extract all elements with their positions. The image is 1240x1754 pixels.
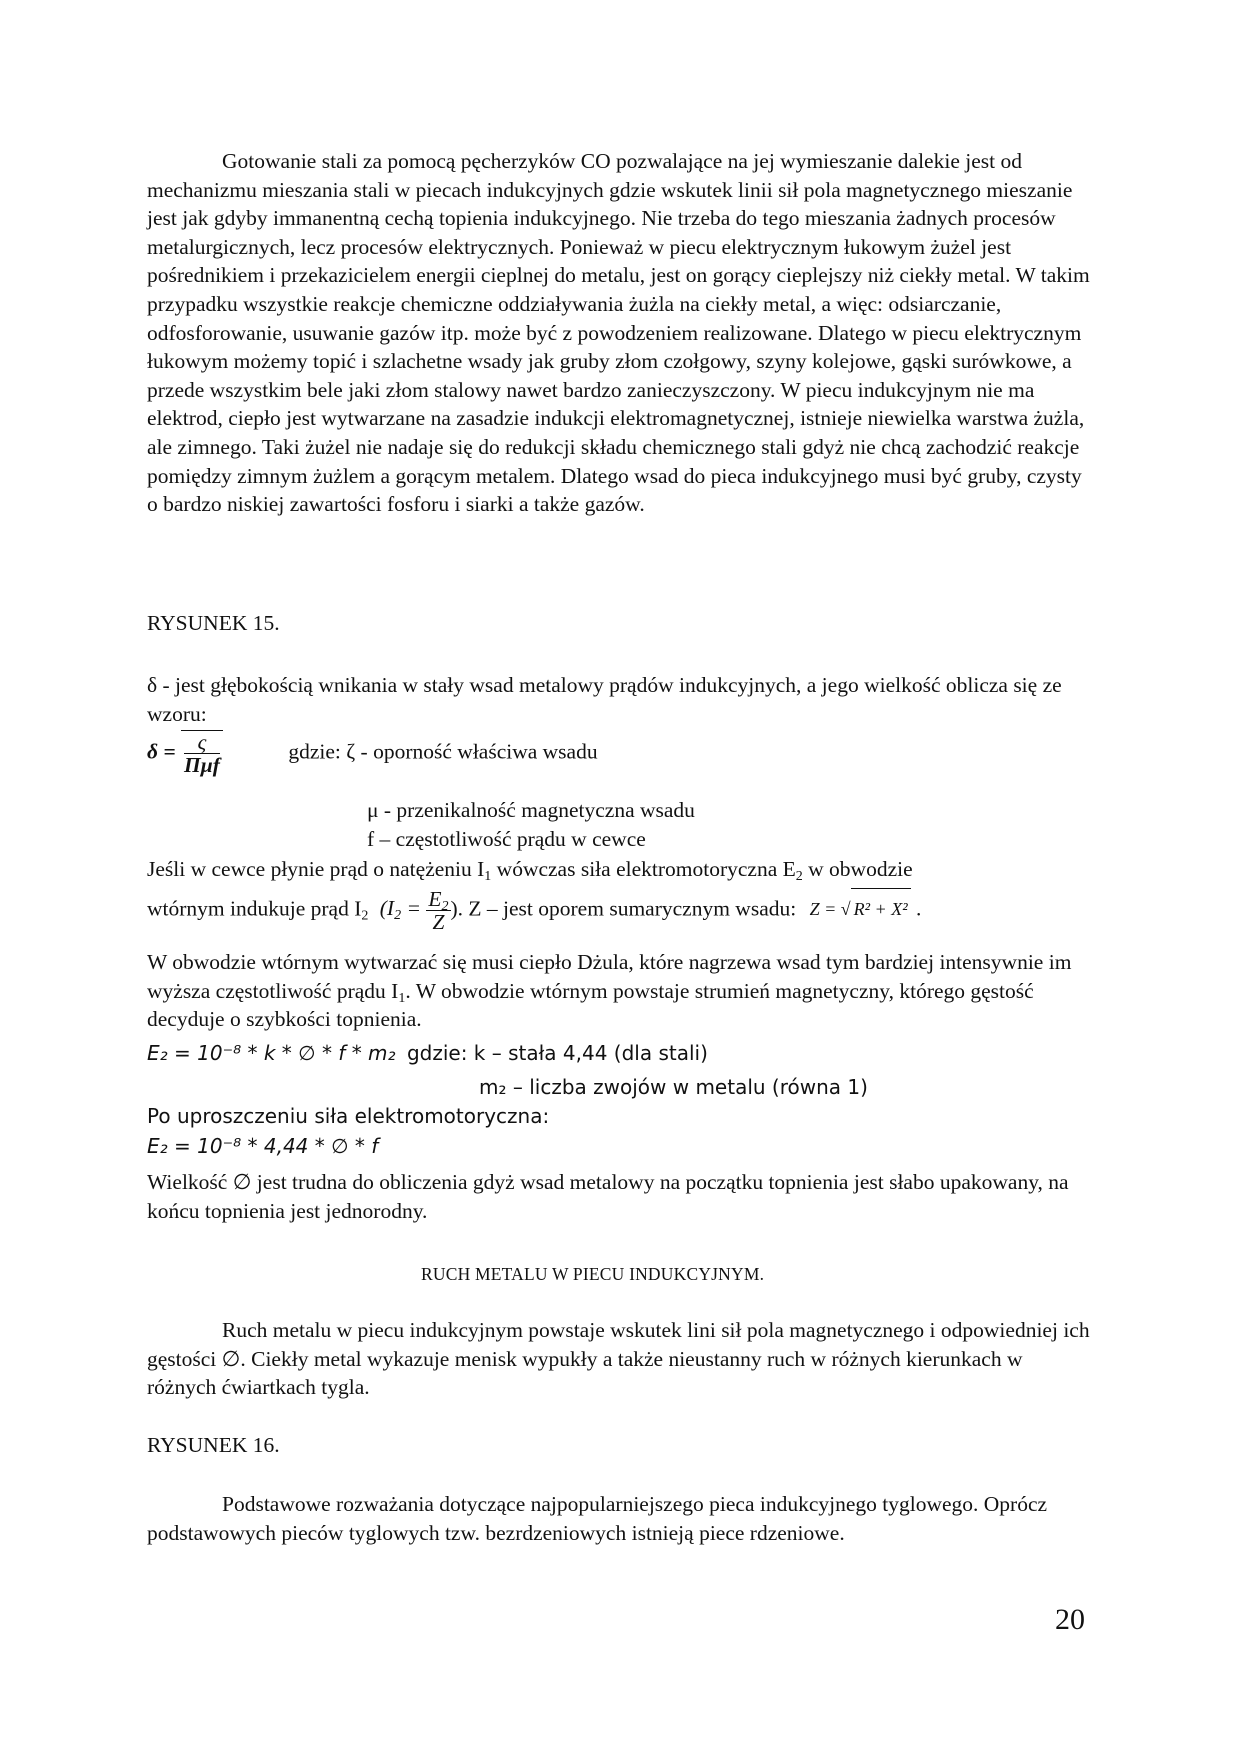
formula-z: Z = √ R² + X² bbox=[810, 899, 911, 919]
formula-delta-sqrt bbox=[181, 730, 223, 776]
formula-delta bbox=[147, 730, 283, 776]
formula-delta-numerator: ς bbox=[184, 731, 220, 754]
paragraph-flux bbox=[147, 1168, 1097, 1225]
formula-i2-lhs: I bbox=[386, 896, 395, 921]
formula-i2-denominator: Z bbox=[432, 910, 445, 934]
formula-i2-num-sub: 2 bbox=[441, 899, 449, 914]
emf-line-part-c: w obwodzie bbox=[802, 857, 913, 881]
emf-line bbox=[147, 855, 1097, 884]
paragraph-steel-boiling bbox=[147, 147, 1097, 519]
delta-formula-row bbox=[147, 730, 1097, 776]
paragraph-flux-text: Wielkość ∅ jest trudna do obliczenia gdyż wsad metalowy na początku topnienia jest słabo upakowany, na końcu topnienia jest jednorodny. bbox=[147, 1170, 1069, 1223]
formula-i2-fraction bbox=[426, 888, 450, 933]
where-k: gdzie: k – stała 4,44 (dla stali) bbox=[406, 1041, 708, 1065]
paragraph-joule-heat-text bbox=[147, 948, 1097, 1034]
induce-line-sub: 2 bbox=[361, 908, 369, 924]
joule-heat-sub: 1 bbox=[398, 990, 406, 1006]
formula-i2-num: E bbox=[428, 887, 442, 911]
simplified-intro-text: Po uproszczeniu siła elektromotoryczna: bbox=[147, 1104, 550, 1128]
delta-definition-text: δ - jest głębokością wnikania w stały wsad metalowy prądów indukcyjnych, a jego wielkość oblicza się ze wzoru: bbox=[147, 673, 1062, 726]
formula-i2: ($I_2$ = $\frac{E_2}{Z}$ bbox=[379, 887, 449, 934]
formula-i2-lhs-sub: 2 bbox=[394, 908, 402, 924]
formula-delta-denominator: Πμf bbox=[184, 753, 220, 777]
formula-i2-eq: = bbox=[406, 896, 421, 921]
paragraph-joule-heat bbox=[147, 948, 1097, 1034]
where-m2 bbox=[479, 1073, 1079, 1102]
e2-formula-row bbox=[147, 1039, 1097, 1068]
section-heading bbox=[421, 1260, 921, 1289]
joule-heat-part-b: . W obwodzie wtórnym powstaje strumień magnetyczny, którego gęstość decyduje o szybkości topnienia. bbox=[147, 978, 1034, 1032]
figure-caption-16 bbox=[147, 1431, 1097, 1460]
formula-z-radicand: R² + X² bbox=[851, 888, 911, 929]
paragraph-crucible bbox=[147, 1490, 1097, 1547]
where-m2-text: m₂ – liczba zwojów w metalu (równa 1) bbox=[479, 1075, 868, 1099]
emf-line-sub-1: 1 bbox=[484, 869, 492, 884]
emf-line-part-b: wówczas siła elektromotoryczna E bbox=[491, 857, 796, 881]
formula-delta-lhs: δ = bbox=[147, 739, 176, 764]
formula-e2-simplified: E₂ = 10⁻⁸ * 4,44 * ∅ * f bbox=[147, 1134, 379, 1158]
page-number: 20 bbox=[1055, 1603, 1085, 1636]
e2-simplified-row bbox=[147, 1132, 1097, 1161]
formula-delta-fraction bbox=[184, 731, 220, 776]
where-resistivity: gdzie: ζ - oporność właściwa wsadu bbox=[288, 739, 598, 764]
where-f-text: f – częstotliwość prądu w cewce bbox=[367, 827, 646, 851]
paragraph-crucible-text: Podstawowe rozważania dotyczące najpopularniejszego pieca indukcyjnego tyglowego. Oprócz podstawowych pieców tyglowych tzw. bezrdzeniowych istnieją piece rdzeniowe. bbox=[147, 1492, 1048, 1545]
figure-15-label: RYSUNEK 15. bbox=[147, 611, 280, 635]
paragraph-metal-motion-text: Ruch metalu w piecu indukcyjnym powstaje wskutek lini sił pola magnetycznego i odpowiedniej ich gęstości ∅. Ciekły metal wykazuje menisk wypukły a także nieustanny ruch w różnych kierunkach w różnych ćwiartkach tygla. bbox=[147, 1318, 1090, 1400]
induce-line bbox=[147, 888, 1097, 933]
where-f bbox=[367, 825, 967, 854]
where-mu bbox=[367, 796, 967, 825]
induce-line-part-b: ). Z – jest oporem sumarycznym wsadu: bbox=[450, 896, 797, 921]
section-heading-text: RUCH METALU W PIECU INDUKCYJNYM. bbox=[421, 1264, 765, 1284]
emf-line-part-a: Jeśli w cewce płynie prąd o natężeniu I bbox=[147, 857, 485, 881]
joule-heat-part-a: W obwodzie wtórnym wytwarzać się musi ciepło Dżula, które nagrzewa wsad tym bardziej intensywnie im wyższa częstotliwość prądu I bbox=[147, 950, 1072, 1003]
delta-definition bbox=[147, 671, 1097, 728]
paragraph-metal-motion bbox=[147, 1316, 1097, 1402]
formula-z-lhs: Z = bbox=[809, 899, 837, 920]
figure-caption-15 bbox=[147, 609, 1097, 638]
simplified-intro bbox=[147, 1102, 1097, 1131]
formula-e2: E₂ = 10⁻⁸ * k * ∅ * f * m₂ bbox=[147, 1041, 396, 1065]
paragraph-text: Gotowanie stali za pomocą pęcherzyków CO pozwalające na jej wymieszanie dalekie jest od mechanizmu mieszania stali w piecach indukcyjnych gdzie wskutek linii sił pola magnetycznego mieszanie jest jak gdyby immanentną cechą topienia indukcyjnego. Nie trzeba do tego mieszania żadnych procesów metalurgicznych, lecz procesów elektrycznych. Ponieważ w piecu elektrycznym łukowym żużel jest pośrednikiem i przekazicielem energii cieplnej do metalu, jest on gorący cieplejszy niż ciekły metal. W takim przypadku wszystkie reakcje chemiczne oddziaływania żużla na ciekły metal, a więc: odsiarczanie, odfosforowanie, usuwanie gazów itp. może być z powodzeniem realizowane. Dlatego w piecu elektrycznym łukowym możemy topić i szlachetne wsady jak gruby złom czołgowy, szyny kolejowe, gąski surówkowe, a przede wszystkim bele jaki złom stalowy nawet bardzo zanieczyszczony. W piecu indukcyjnym nie ma elektrod, ciepło jest wytwarzane na zasadzie indukcji elektromagnetycznej, istnieje niewielka warstwa żużla, ale zimnego. Taki żużel nie nadaje się do redukcji składu chemicznego stali gdyż nie chcą zachodzić reakcje pomiędzy zimnym żużlem a gorącym metalem. Dlatego wsad do pieca indukcyjnego musi być gruby, czysty o bardzo niskiej zawartości fosforu i siarki a także gazów. bbox=[147, 149, 1090, 517]
emf-line-sub-2: 2 bbox=[795, 869, 803, 884]
formula-i2-numerator bbox=[426, 887, 450, 914]
where-mu-text: μ - przenikalność magnetyczna wsadu bbox=[367, 798, 695, 822]
figure-16-label: RYSUNEK 16. bbox=[147, 1433, 280, 1457]
induce-line-text: wtórnym indukuje prąd $I_2$ ($I_2$ = $\frac{E_2}{Z}$ ). Z – jest oporem sumarycznym wsadu: Z = √ R² + X² . bbox=[147, 887, 922, 934]
induce-line-part-a: wtórnym indukuje prąd I bbox=[147, 896, 362, 921]
emf-line-text bbox=[147, 855, 1097, 884]
